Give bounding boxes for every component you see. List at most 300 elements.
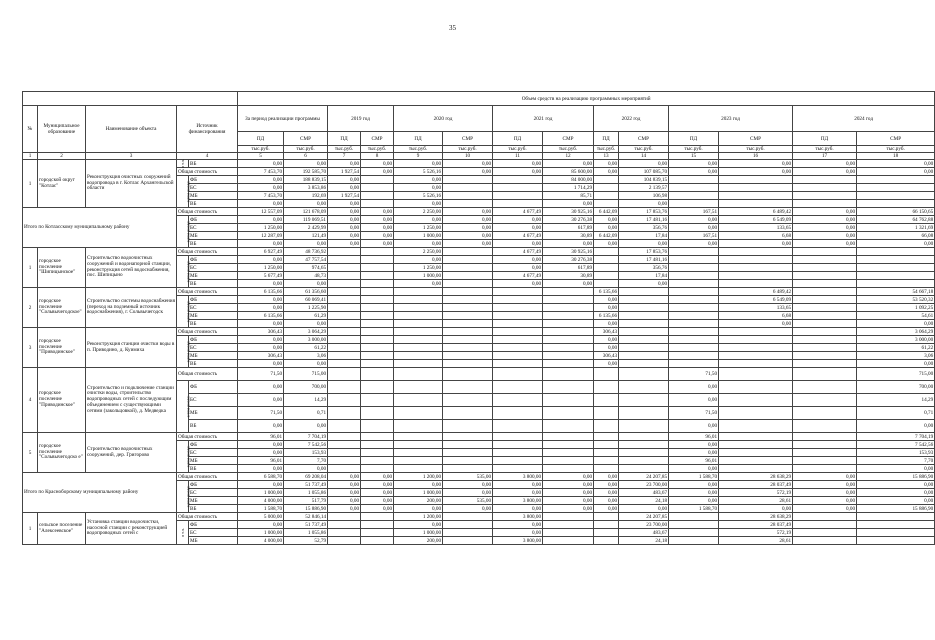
value-cell: 1 250,00 — [394, 264, 443, 272]
value-cell: 7 542,56 — [857, 441, 935, 449]
value-cell — [543, 352, 594, 360]
value-cell: 0,00 — [394, 256, 443, 264]
column-number: 9 — [394, 153, 443, 160]
total-cost-label: Общая стоимость — [177, 328, 238, 336]
value-cell: 17,84 — [619, 272, 669, 280]
value-cell — [361, 465, 394, 473]
column-number: 17 — [793, 153, 857, 160]
value-cell: 0,00 — [328, 224, 361, 232]
value-cell: 106,98 — [619, 192, 669, 200]
value-cell: 24,18 — [619, 537, 669, 545]
value-cell — [443, 264, 493, 272]
total-cost-label: Общая стоимость — [177, 288, 238, 296]
value-cell: 17 853,76 — [619, 248, 669, 256]
header-year: 2019 год — [328, 106, 394, 132]
value-cell — [443, 513, 493, 521]
value-cell: 133,65 — [719, 304, 793, 312]
value-cell: 483,67 — [619, 529, 669, 537]
source-label: БС — [189, 344, 238, 352]
column-number: 13 — [594, 153, 619, 160]
value-cell — [793, 192, 857, 200]
total-cost-label: Общая стоимость — [177, 168, 238, 176]
value-cell — [543, 529, 594, 537]
value-cell — [543, 328, 594, 336]
value-cell — [857, 529, 935, 537]
value-cell: 0,00 — [669, 449, 719, 457]
value-cell — [669, 352, 719, 360]
value-cell — [619, 288, 669, 296]
value-cell — [493, 420, 543, 433]
value-cell — [328, 264, 361, 272]
value-cell — [719, 394, 793, 407]
value-cell: 572,19 — [719, 529, 793, 537]
value-cell — [669, 513, 719, 521]
header-pd: ПД — [394, 132, 443, 146]
value-cell: 0,00 — [669, 441, 719, 449]
value-cell: 1 927,54 — [328, 168, 361, 176]
source-label: ФБ — [189, 521, 238, 529]
source-label: ФБ — [189, 441, 238, 449]
value-cell — [793, 441, 857, 449]
value-cell: 0,00 — [238, 184, 284, 192]
value-cell: 54 667,18 — [857, 288, 935, 296]
value-cell: 0,00 — [543, 505, 594, 513]
total-cost-label: Общая стоимость — [177, 248, 238, 256]
value-cell — [719, 368, 793, 381]
value-cell — [594, 192, 619, 200]
value-cell: 0,00 — [328, 160, 361, 168]
value-cell: 0,00 — [328, 505, 361, 513]
row-number: 5 — [23, 433, 38, 473]
column-number: 8 — [361, 153, 394, 160]
value-cell: 0,00 — [443, 489, 493, 497]
value-cell — [793, 457, 857, 465]
object-name: Строительство водоочистных сооружений и водонапорной станции, реконструкция сетей водоснабжения, пос. Шипицыно — [86, 248, 177, 288]
value-cell: 306,43 — [238, 328, 284, 336]
value-cell — [493, 176, 543, 184]
value-cell — [361, 320, 394, 328]
value-cell: 2 250,00 — [394, 208, 443, 216]
source-label: МБ — [189, 352, 238, 360]
value-cell — [793, 368, 857, 381]
value-cell: 0,00 — [284, 200, 328, 208]
value-cell — [669, 304, 719, 312]
value-cell — [394, 465, 443, 473]
value-cell — [793, 465, 857, 473]
value-cell: 1 714,29 — [543, 184, 594, 192]
value-cell — [793, 176, 857, 184]
value-cell: 0,00 — [394, 521, 443, 529]
column-number: 10 — [443, 153, 493, 160]
value-cell — [619, 465, 669, 473]
value-cell: 0,00 — [238, 360, 284, 368]
table-row — [23, 208, 935, 216]
value-cell: 17 481,16 — [619, 216, 669, 224]
value-cell: 104 839,15 — [619, 176, 669, 184]
in-that-number-label — [177, 256, 189, 288]
value-cell — [328, 312, 361, 320]
value-cell: 0,00 — [394, 240, 443, 248]
value-cell: 6 549,09 — [719, 216, 793, 224]
value-cell: 96,01 — [669, 457, 719, 465]
value-cell — [669, 200, 719, 208]
value-cell — [594, 200, 619, 208]
value-cell — [493, 360, 543, 368]
value-cell: 0,00 — [443, 224, 493, 232]
value-cell: 47 757,54 — [284, 256, 328, 264]
value-cell — [543, 344, 594, 352]
value-cell — [361, 312, 394, 320]
value-cell — [361, 304, 394, 312]
value-cell — [669, 336, 719, 344]
value-cell — [493, 200, 543, 208]
value-cell: 0,00 — [493, 256, 543, 264]
value-cell — [394, 296, 443, 304]
value-cell — [443, 304, 493, 312]
value-cell: 7 542,56 — [284, 441, 328, 449]
value-cell: 0,00 — [594, 304, 619, 312]
value-cell — [793, 352, 857, 360]
value-cell — [493, 449, 543, 457]
value-cell: 0,00 — [238, 441, 284, 449]
object-name: Строительство водоочистных сооружений, дер. Григорово — [86, 433, 177, 473]
rotated-label: в том числе: — [185, 485, 191, 507]
value-cell — [619, 407, 669, 420]
value-cell — [793, 320, 857, 328]
value-cell: 0,00 — [238, 381, 284, 394]
value-cell — [328, 381, 361, 394]
value-cell: 0,00 — [669, 497, 719, 505]
header-unit: тыс.руб. — [361, 146, 394, 153]
value-cell: 0,00 — [284, 240, 328, 248]
value-cell: 0,00 — [493, 529, 543, 537]
value-cell — [594, 449, 619, 457]
value-cell: 0,00 — [361, 481, 394, 489]
value-cell: 1 250,00 — [238, 224, 284, 232]
value-cell: 12 287,09 — [238, 232, 284, 240]
value-cell — [443, 248, 493, 256]
value-cell: 3 064,29 — [284, 328, 328, 336]
value-cell — [793, 264, 857, 272]
value-cell: 71,50 — [238, 368, 284, 381]
value-cell — [719, 280, 793, 288]
value-cell: 0,00 — [493, 481, 543, 489]
value-cell: 1 250,00 — [238, 264, 284, 272]
value-cell — [719, 184, 793, 192]
rotated-label: в том числе: — [185, 340, 191, 362]
source-label: ВБ — [189, 465, 238, 473]
value-cell — [493, 320, 543, 328]
header-smr: СМР — [443, 132, 493, 146]
value-cell — [543, 420, 594, 433]
value-cell: 0,00 — [594, 224, 619, 232]
value-cell: 24 207,85 — [619, 513, 669, 521]
value-cell — [443, 394, 493, 407]
object-name: Установка станции водоочистки, насосной станции с реконструкцией водопроводных сетей с — [86, 513, 177, 545]
value-cell: 617,89 — [543, 264, 594, 272]
value-cell: 66 150,65 — [857, 208, 935, 216]
value-cell — [443, 184, 493, 192]
value-cell: 0,00 — [493, 168, 543, 176]
value-cell — [619, 449, 669, 457]
value-cell: 0,00 — [284, 420, 328, 433]
value-cell: 0,00 — [669, 168, 719, 176]
source-label: ФБ — [189, 296, 238, 304]
value-cell — [361, 521, 394, 529]
value-cell — [543, 441, 594, 449]
value-cell — [394, 304, 443, 312]
value-cell — [443, 457, 493, 465]
value-cell: 0,00 — [594, 160, 619, 168]
value-cell — [594, 264, 619, 272]
value-cell: 0,00 — [793, 208, 857, 216]
value-cell — [793, 449, 857, 457]
value-cell: 483,67 — [619, 489, 669, 497]
value-cell: 2 139,57 — [619, 184, 669, 192]
value-cell: 71,50 — [238, 407, 284, 420]
source-label: БС — [189, 184, 238, 192]
value-cell: 0,00 — [328, 208, 361, 216]
value-cell — [793, 256, 857, 264]
value-cell — [493, 457, 543, 465]
header-year: 2023 год — [669, 106, 793, 132]
value-cell: 28 638,29 — [719, 473, 793, 481]
value-cell — [394, 381, 443, 394]
value-cell — [793, 513, 857, 521]
rotated-label: в том числе: — [185, 445, 191, 467]
value-cell — [493, 368, 543, 381]
value-cell: 0,00 — [238, 394, 284, 407]
value-cell: 0,00 — [793, 240, 857, 248]
value-cell: 356,76 — [619, 224, 669, 232]
value-cell — [719, 336, 793, 344]
total-cost-label: Общая стоимость — [177, 208, 238, 216]
value-cell — [328, 521, 361, 529]
value-cell: 0,00 — [793, 232, 857, 240]
value-cell: 0,00 — [594, 336, 619, 344]
value-cell: 192 585,70 — [284, 168, 328, 176]
value-cell: 700,00 — [284, 381, 328, 394]
value-cell — [669, 192, 719, 200]
value-cell: 5 677,49 — [238, 272, 284, 280]
value-cell: 0,00 — [594, 240, 619, 248]
value-cell — [328, 344, 361, 352]
value-cell — [793, 529, 857, 537]
value-cell — [857, 272, 935, 280]
value-cell: 0,00 — [793, 216, 857, 224]
municipality-name: городское поселение "Сольвычегодское" — [38, 288, 86, 328]
value-cell: 0,00 — [857, 360, 935, 368]
source-label: БС — [189, 449, 238, 457]
source-label: ФБ — [189, 176, 238, 184]
source-label: ФБ — [189, 336, 238, 344]
value-cell — [669, 296, 719, 304]
value-cell: 0,00 — [619, 240, 669, 248]
column-number: 5 — [238, 153, 284, 160]
value-cell: 0,00 — [594, 489, 619, 497]
value-cell — [361, 407, 394, 420]
value-cell: 85,71 — [543, 192, 594, 200]
value-cell — [543, 368, 594, 381]
value-cell: 0,00 — [857, 489, 935, 497]
value-cell — [361, 176, 394, 184]
value-cell: 7,70 — [284, 457, 328, 465]
value-cell: 6 549,09 — [719, 296, 793, 304]
value-cell: 0,00 — [793, 473, 857, 481]
value-cell — [619, 336, 669, 344]
value-cell — [361, 280, 394, 288]
value-cell: 0,00 — [238, 481, 284, 489]
value-cell — [361, 296, 394, 304]
source-label: БС — [189, 264, 238, 272]
rotated-label: в т.ч. — [180, 158, 185, 168]
value-cell: 0,00 — [361, 497, 394, 505]
value-cell: 0,00 — [543, 481, 594, 489]
column-number: 7 — [328, 153, 361, 160]
value-cell: 0,00 — [284, 320, 328, 328]
value-cell: 0,00 — [443, 208, 493, 216]
value-cell — [443, 441, 493, 449]
value-cell: 0,00 — [669, 224, 719, 232]
value-cell: 0,00 — [328, 497, 361, 505]
value-cell: 48,73 — [284, 272, 328, 280]
value-cell — [857, 176, 935, 184]
value-cell — [443, 200, 493, 208]
value-cell — [443, 407, 493, 420]
value-cell: 0,00 — [669, 160, 719, 168]
value-cell: 0,00 — [857, 168, 935, 176]
value-cell: 0,00 — [619, 160, 669, 168]
value-cell: 3 000,00 — [857, 336, 935, 344]
value-cell — [543, 394, 594, 407]
value-cell — [328, 248, 361, 256]
value-cell — [619, 433, 669, 441]
value-cell — [594, 176, 619, 184]
value-cell — [493, 465, 543, 473]
value-cell — [443, 328, 493, 336]
column-number: 16 — [719, 153, 793, 160]
table-row — [23, 368, 935, 381]
value-cell — [361, 441, 394, 449]
value-cell — [594, 256, 619, 264]
header-year: 2024 год — [793, 106, 935, 132]
value-cell: 15 886,90 — [857, 473, 935, 481]
value-cell — [493, 433, 543, 441]
value-cell — [443, 529, 493, 537]
value-cell — [328, 441, 361, 449]
value-cell: 15 886,90 — [284, 505, 328, 513]
value-cell: 6 135,66 — [594, 288, 619, 296]
value-cell: 0,00 — [594, 497, 619, 505]
source-label: ФБ — [189, 481, 238, 489]
value-cell — [594, 280, 619, 288]
value-cell — [394, 312, 443, 320]
value-cell — [493, 407, 543, 420]
value-cell: 0,00 — [493, 216, 543, 224]
value-cell — [443, 368, 493, 381]
value-cell — [543, 336, 594, 344]
value-cell: 167,51 — [669, 232, 719, 240]
source-label: МБ — [189, 232, 238, 240]
value-cell: 12 557,09 — [238, 208, 284, 216]
value-cell — [669, 280, 719, 288]
value-cell — [493, 394, 543, 407]
in-that-number-label — [177, 481, 189, 513]
value-cell — [543, 288, 594, 296]
value-cell — [394, 328, 443, 336]
value-cell: 4 677,49 — [493, 232, 543, 240]
value-cell — [493, 184, 543, 192]
value-cell — [594, 248, 619, 256]
header-unit: тыс.руб. — [238, 146, 284, 153]
value-cell — [328, 336, 361, 344]
value-cell: 1 000,00 — [394, 489, 443, 497]
header-unit: тыс.руб. — [284, 146, 328, 153]
value-cell: 0,00 — [394, 481, 443, 489]
value-cell — [361, 529, 394, 537]
value-cell: 0,00 — [394, 184, 443, 192]
value-cell — [493, 328, 543, 336]
header-unit: тыс.руб. — [594, 146, 619, 153]
source-label: МБ — [189, 537, 238, 545]
value-cell — [543, 457, 594, 465]
value-cell — [543, 513, 594, 521]
value-cell: 52,79 — [284, 537, 328, 545]
value-cell: 0,00 — [238, 449, 284, 457]
value-cell: 2 250,00 — [394, 248, 443, 256]
value-cell: 133,65 — [719, 224, 793, 232]
value-cell — [493, 192, 543, 200]
value-cell — [361, 192, 394, 200]
column-number: 11 — [493, 153, 543, 160]
value-cell — [543, 537, 594, 545]
header-unit: тыс.руб. — [793, 146, 857, 153]
source-label: МБ — [189, 497, 238, 505]
value-cell — [543, 407, 594, 420]
value-cell: 0,00 — [394, 216, 443, 224]
value-cell: 0,00 — [857, 320, 935, 328]
value-cell: 71,50 — [669, 407, 719, 420]
municipality-name: городское поселение "Приводинское" — [38, 328, 86, 368]
source-label: ВБ — [189, 240, 238, 248]
value-cell — [793, 521, 857, 529]
value-cell — [669, 360, 719, 368]
value-cell — [361, 449, 394, 457]
value-cell: 0,00 — [493, 521, 543, 529]
source-label: ВБ — [189, 280, 238, 288]
value-cell: 0,00 — [719, 320, 793, 328]
value-cell — [328, 304, 361, 312]
value-cell — [669, 288, 719, 296]
value-cell — [328, 256, 361, 264]
value-cell: 0,00 — [669, 489, 719, 497]
source-label: ВБ — [189, 160, 238, 168]
value-cell — [443, 256, 493, 264]
value-cell: 14,29 — [284, 394, 328, 407]
value-cell — [669, 264, 719, 272]
value-cell — [619, 394, 669, 407]
value-cell — [361, 381, 394, 394]
header-source: Источник финансирования — [177, 106, 238, 153]
object-name: Реконструкция станции очистки воды в п. Приводино, д. Куимиха — [86, 328, 177, 368]
header-group-title: Объем средств на реализацию программных мероприятий — [238, 92, 935, 106]
value-cell — [594, 420, 619, 433]
value-cell — [443, 381, 493, 394]
value-cell — [619, 368, 669, 381]
value-cell: 5 526,16 — [394, 192, 443, 200]
row-number: 1 — [23, 160, 38, 208]
value-cell — [543, 320, 594, 328]
